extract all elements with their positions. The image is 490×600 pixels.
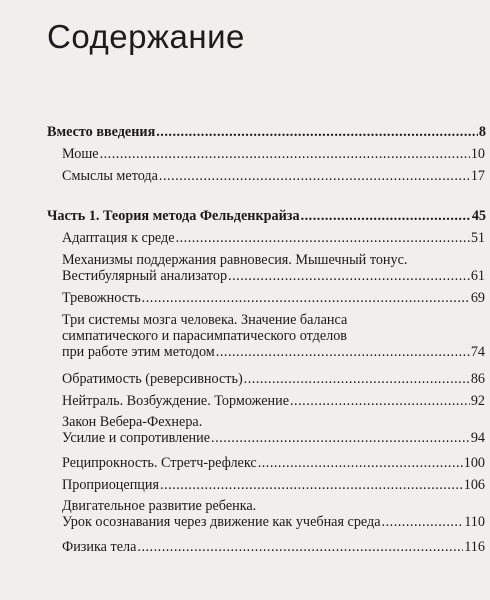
dot-leader <box>142 290 470 306</box>
toc-entry-reciprocity[interactable] <box>62 455 485 471</box>
entry-title: Обратимость (реверсивность) <box>62 371 243 387</box>
entry-title-lead: Закон Вебера-Фехнера. <box>62 414 203 430</box>
entry-title: Тревожность <box>62 290 141 306</box>
entry-page: 74 <box>470 344 485 361</box>
toc-entry-adaptation[interactable] <box>62 230 485 246</box>
toc-entry-balance[interactable] <box>62 252 485 284</box>
entry-title-lead: Три системы мозга человека. Значение баланса <box>62 312 348 328</box>
entry-title: Адаптация к среде <box>62 230 175 246</box>
entry-page: 116 <box>464 539 485 555</box>
entry-title: Вестибулярный анализатор <box>62 268 228 285</box>
entry-title-lead: Двигательное развитие ребенка. <box>62 498 257 514</box>
toc-entry-moshe[interactable] <box>62 146 485 162</box>
toc-part-1[interactable] <box>47 208 486 224</box>
toc-part-intro[interactable] <box>47 124 486 140</box>
entry-page: 69 <box>470 290 485 306</box>
page-title: Содержание <box>47 18 245 55</box>
dot-leader <box>159 168 470 184</box>
entry-title: Часть 1. Теория метода Фельденкрайза <box>47 208 300 224</box>
dot-leader <box>176 230 470 246</box>
dot-leader <box>382 514 464 530</box>
dot-leader <box>137 539 463 555</box>
toc-entry-motor-development[interactable] <box>62 498 485 530</box>
dot-leader <box>100 146 470 162</box>
entry-page: 45 <box>471 208 486 224</box>
dot-leader <box>301 208 471 224</box>
dot-leader <box>216 344 470 360</box>
toc-entry-anxiety[interactable] <box>62 290 485 306</box>
entry-title-lead: симпатического и парасимпатического отделов <box>62 328 348 345</box>
entry-page: 8 <box>478 124 486 140</box>
dot-leader <box>211 430 470 446</box>
entry-title: Проприоцепция <box>62 477 159 493</box>
entry-page: 61 <box>470 268 485 285</box>
dot-leader <box>156 124 478 140</box>
entry-title: Нейтраль. Возбуждение. Торможение <box>62 393 289 409</box>
entry-title: Усилие и сопротивление <box>62 430 211 447</box>
entry-page: 86 <box>470 371 485 387</box>
toc-entry-body-physics[interactable] <box>62 539 485 555</box>
dot-leader <box>160 477 463 493</box>
dot-leader <box>290 393 470 409</box>
entry-page: 10 <box>470 146 485 162</box>
dot-leader <box>244 371 470 387</box>
toc-entry-meanings[interactable] <box>62 168 485 184</box>
entry-title: Моше <box>62 146 99 162</box>
toc-entry-brain-systems[interactable] <box>62 312 485 361</box>
toc-entry-reversibility[interactable] <box>62 371 485 387</box>
entry-title: Вместо введения <box>47 124 156 140</box>
entry-page: 106 <box>463 477 485 493</box>
entry-title-lead: Механизмы поддержания равновесия. Мышечный тонус. <box>62 252 408 268</box>
entry-title: Урок осознавания через движение как учебная среда <box>62 514 381 531</box>
entry-page: 110 <box>464 514 485 531</box>
entry-title: Физика тела <box>62 539 137 555</box>
toc-entry-proprioception[interactable] <box>62 477 485 493</box>
toc-entry-weber-fechner[interactable] <box>62 414 485 446</box>
entry-title: Реципрокность. Стретч-рефлекс <box>62 455 257 471</box>
entry-page: 51 <box>470 230 485 246</box>
entry-page: 100 <box>463 455 485 471</box>
entry-page: 17 <box>470 168 485 184</box>
entry-page: 94 <box>470 430 485 447</box>
entry-page: 92 <box>470 393 485 409</box>
entry-title: Смыслы метода <box>62 168 158 184</box>
dot-leader <box>228 268 470 284</box>
dot-leader <box>258 455 463 471</box>
entry-title: при работе этим методом <box>62 344 215 361</box>
toc-entry-neutral[interactable] <box>62 393 485 409</box>
